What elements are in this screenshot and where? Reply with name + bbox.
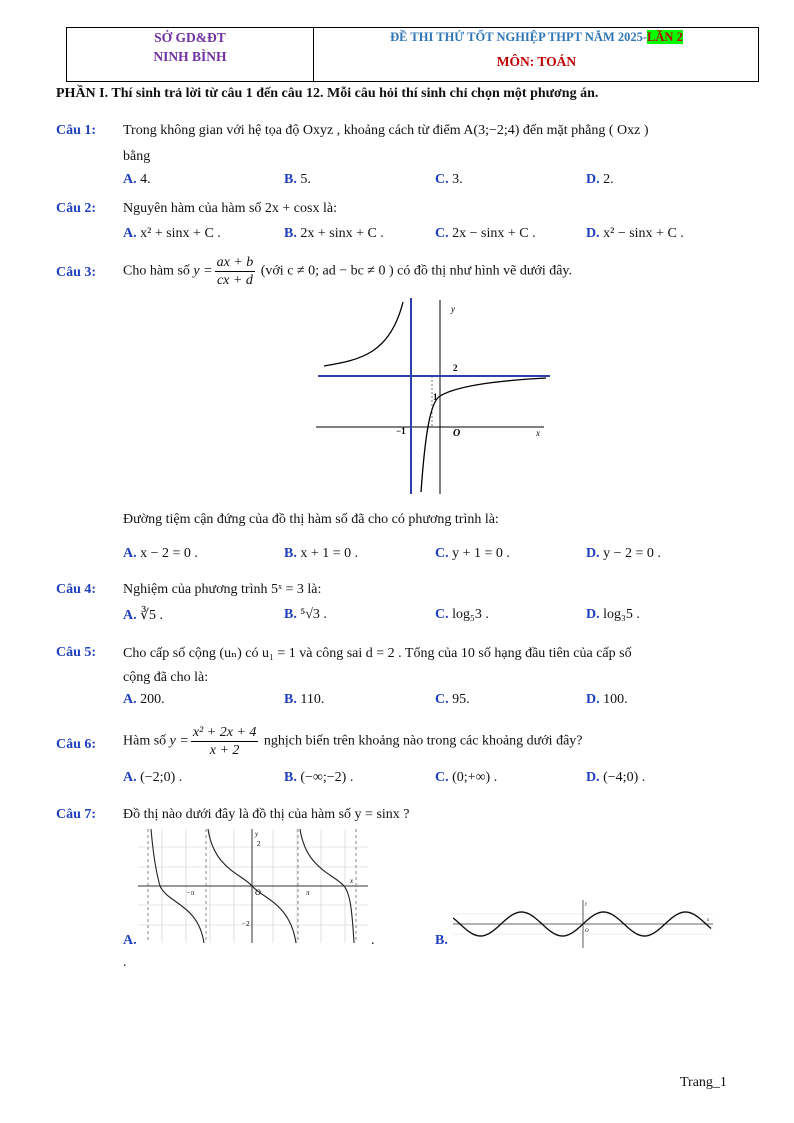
period-mark: .: [371, 933, 375, 948]
option-key: D.: [586, 607, 600, 622]
option-value: x² − sinx + C .: [603, 226, 684, 241]
option-value: x + 1 = 0 .: [300, 546, 359, 561]
q1-option-c[interactable]: [435, 172, 463, 188]
option-value: 100.: [603, 692, 628, 707]
q6-numerator: x² + 2x + 4: [192, 725, 257, 740]
question-2-text: Nguyên hàm của hàm số 2x + cosx là:: [123, 201, 337, 216]
option-value: 110.: [300, 692, 325, 707]
option-key: B.: [284, 226, 297, 241]
option-value: y + 1 = 0 .: [452, 546, 510, 561]
q2-option-c[interactable]: [435, 226, 536, 242]
exam-round-badge: LẦN 2: [647, 30, 683, 44]
x-label: x: [707, 918, 710, 923]
option-value: (−∞;−2) .: [300, 770, 354, 785]
option-value: x² + sinx + C .: [140, 226, 221, 241]
option-value: 2x − sinx + C .: [452, 226, 536, 241]
q6-post: nghịch biến trên khoảng nào trong các khoảng dưới đây?: [263, 733, 583, 749]
question-1-label: Câu 1:: [56, 123, 97, 138]
q1-option-b[interactable]: [284, 172, 311, 188]
q1-option-a[interactable]: [123, 172, 151, 188]
q5-option-c[interactable]: [435, 692, 470, 708]
left-branch: [324, 302, 403, 366]
q3-graph: [310, 296, 550, 496]
tick-2: 2: [257, 840, 261, 848]
option-key: D.: [586, 770, 600, 785]
question-1-text: Trong không gian với hệ tọa độ Oxyz , khoảng cách từ điểm A(3;−2;4) đến mặt phẳng ( Oxz ): [123, 123, 649, 138]
option-key: B.: [284, 770, 297, 785]
q6-option-a[interactable]: [123, 770, 182, 786]
q3-option-c[interactable]: [435, 546, 510, 562]
x-label: x: [350, 877, 354, 885]
q2-option-b[interactable]: [284, 226, 384, 242]
q4-option-c[interactable]: [435, 607, 489, 623]
tick-1: 1: [433, 392, 438, 402]
q3-post: (với c ≠ 0; ad − bc ≠ 0 ) có đồ thị như hình vẽ dưới đây.: [260, 263, 573, 279]
question-5-text-cont: cộng đã cho là:: [123, 670, 209, 685]
q3-denominator: cx + d: [216, 273, 253, 288]
question-4-text: Nghiệm của phương trình 5ˣ = 3 là:: [123, 582, 322, 597]
option-key: A.: [123, 172, 137, 187]
question-7-label: Câu 7:: [56, 807, 97, 822]
province-name: NINH BÌNH: [153, 49, 227, 64]
option-key: D.: [586, 172, 600, 187]
exam-title-text: ĐỀ THI THỬ TỐT NGHIỆP THPT NĂM 2025-: [390, 30, 648, 44]
question-5-text: Cho cấp số cộng (uₙ) có u₁ = 1 và công sai d = 2 . Tổng của 10 số hạng đầu tiên của cấp số: [123, 646, 632, 661]
y-label: y: [255, 830, 259, 838]
q4-option-a[interactable]: [123, 607, 163, 624]
y-label: y: [585, 902, 588, 907]
subject-name: MÔN: TOÁN: [496, 54, 577, 69]
option-value: (0;+∞) .: [452, 770, 498, 785]
question-3-followup: Đường tiệm cận đứng của đồ thị hàm số đã cho có phương trình là:: [123, 512, 499, 527]
option-key: A.: [123, 770, 137, 785]
q6-fraction: [191, 724, 259, 759]
tick-2: 2: [453, 363, 458, 373]
option-key: C.: [435, 546, 449, 561]
option-value: 95.: [452, 692, 470, 707]
option-key: C.: [435, 226, 449, 241]
q7-option-a[interactable]: [123, 933, 137, 949]
origin-label: O: [255, 888, 261, 897]
q3-option-d[interactable]: [586, 546, 661, 562]
x-label: x: [536, 428, 540, 438]
option-value: 4.: [140, 172, 151, 187]
q3-option-b[interactable]: [284, 546, 358, 562]
option-value: 200.: [140, 692, 165, 707]
question-6-text: [123, 724, 583, 759]
q7-graph-a: [138, 829, 368, 943]
question-1-text-cont: bằng: [123, 149, 151, 164]
q6-denominator: x + 2: [209, 743, 240, 758]
period-mark: .: [123, 955, 127, 970]
q6-option-b[interactable]: [284, 770, 353, 786]
option-value: 2x + sinx + C .: [300, 226, 384, 241]
y-label: y: [451, 304, 455, 314]
option-key: A.: [123, 933, 137, 948]
q3-pre: Cho hàm số: [123, 263, 190, 279]
q3-numerator: ax + b: [216, 255, 254, 270]
q3-option-a[interactable]: [123, 546, 198, 562]
option-key: B.: [284, 692, 297, 707]
question-3-text: [123, 254, 572, 289]
header-box: [66, 27, 759, 82]
option-key: B.: [284, 172, 297, 187]
q1-option-d[interactable]: [586, 172, 614, 188]
q4-option-b[interactable]: [284, 607, 327, 623]
q6-fn-left: y =: [169, 733, 189, 749]
option-value: ∛5 .: [140, 608, 164, 623]
option-value: 2.: [603, 172, 614, 187]
option-value: 5.: [300, 172, 311, 187]
q7-graph-b: [453, 900, 713, 948]
tick-minus-pi: −π: [186, 889, 195, 897]
option-key: B.: [435, 933, 448, 948]
option-value: (−2;0) .: [140, 770, 183, 785]
q5-option-b[interactable]: [284, 692, 324, 708]
option-key: B.: [284, 546, 297, 561]
option-value: y − 2 = 0 .: [603, 546, 661, 561]
question-3-label: Câu 3:: [56, 265, 97, 280]
q4-option-d[interactable]: [586, 607, 640, 623]
q2-option-a[interactable]: [123, 226, 221, 242]
option-key: A.: [123, 546, 137, 561]
q6-option-d[interactable]: [586, 770, 645, 786]
option-key: C.: [435, 770, 449, 785]
tick-minus-2: −2: [242, 920, 250, 928]
option-key: B.: [284, 607, 297, 622]
q3-fraction: [215, 254, 256, 289]
option-value: (−4;0) .: [603, 770, 646, 785]
option-value: 3.: [452, 172, 463, 187]
origin-label: O: [453, 428, 461, 439]
option-key: A.: [123, 692, 137, 707]
option-value: x − 2 = 0 .: [140, 546, 198, 561]
origin-label: O: [585, 929, 589, 934]
option-key: C.: [435, 692, 449, 707]
q3-fn-left: y =: [193, 263, 213, 279]
option-key: C.: [435, 607, 449, 622]
tick-minus-1: −1: [396, 426, 406, 436]
option-value: ⁵√3 .: [300, 607, 327, 622]
option-value: log₃5 .: [603, 607, 640, 622]
q7-option-b[interactable]: [435, 933, 448, 949]
option-key: D.: [586, 226, 600, 241]
tick-pi: π: [306, 889, 310, 897]
q6-option-c[interactable]: [435, 770, 497, 786]
option-key: D.: [586, 692, 600, 707]
question-6-label: Câu 6:: [56, 737, 97, 752]
option-key: D.: [586, 546, 600, 561]
option-key: A.: [123, 608, 137, 623]
question-2-label: Câu 2:: [56, 201, 97, 216]
exam-title: [313, 30, 760, 45]
q5-option-d[interactable]: [586, 692, 628, 708]
q2-option-d[interactable]: [586, 226, 684, 242]
question-5-label: Câu 5:: [56, 645, 97, 660]
option-key: C.: [435, 172, 449, 187]
option-key: A.: [123, 226, 137, 241]
question-4-label: Câu 4:: [56, 582, 97, 597]
page-number: Trang_1: [680, 1075, 727, 1090]
q6-pre: Hàm số: [123, 733, 167, 749]
dept-name: SỞ GD&ĐT: [154, 30, 226, 45]
question-7-text: Đồ thị nào dưới đây là đồ thị của hàm số y = sinx ?: [123, 807, 410, 822]
option-value: log₅3 .: [452, 607, 489, 622]
part-title: PHẦN I. Thí sinh trả lời từ câu 1 đến câu 12. Mỗi câu hỏi thí sinh chỉ chọn một phương án.: [56, 86, 599, 101]
q5-option-a[interactable]: [123, 692, 165, 708]
